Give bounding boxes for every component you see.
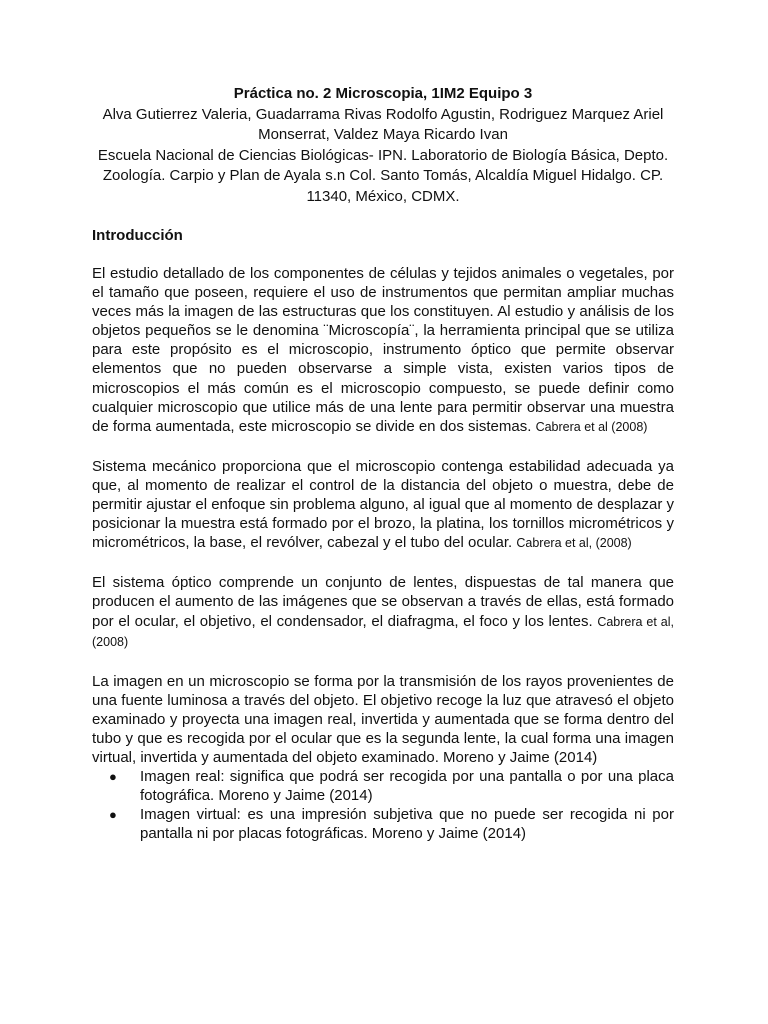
paragraph-text: El estudio detallado de los componentes de células y tejidos animales o vegetales, por el tamaño que poseen, requiere el uso de instrumentos que permitan ampliar muchas veces más la imagen de las estructuras que los constituyen. Al estudio y análisis de los objetos pequeños se le denomina ¨Microscopía¨, la herramienta principal que se utiliza para este propósito es el microscopio, instrumento óptico que permite observar elementos que no pueden observarse a simple vista, existen varios tipos de microscopios el más común es el microscopio compuesto, se puede definir como cualquier microscopio que utilice más de una lente para permitir observar una muestra de forma aumentada, este microscopio se divide en dos sistemas. [92,265,674,435]
section-heading-introduccion: Introducción [92,227,183,244]
paragraph-citation: Cabrera et al, (2008) [516,536,632,551]
paragraph-citation: Cabrera et al (2008) [535,419,648,434]
bullet-icon: ● [109,769,117,785]
author-list: Alva Gutierrez Valeria, Guadarrama Rivas Rodolfo Agustin, Rodriguez Marquez Ariel Monserrat, Valdez Maya Ricardo Ivan [102,105,664,143]
document-title: Práctica no. 2 Microscopia, 1IM2 Equipo 3 [233,85,533,102]
paragraph-text: Sistema mecánico proporciona que el microscopio contenga estabilidad adecuada ya que, al momento de realizar el control de la distancia del objeto o muestra, debe de permitir ajustar el enfoque sin problema alguno, al igual que al momento de desplazar y posicionar la muestra está formado por el brozo, la platina, los tornillos micrométricos y micrométricos, la base, el revólver, cabezal y el tubo del ocular. [92,457,675,552]
paragraph-text: La imagen en un microscopio se forma por la transmisión de los rayos provenientes de una fuente luminosa a través del objeto. El objetivo recoge la luz que atravesó el objeto examinado y proyecta una imagen real, invertida y aumentada que se forma dentro del tubo y que es recogida por el ocular que es la segunda lente, la cual forma una imagen virtual, invertida y aumentada del objeto examinado. Moreno y Jaime (2014) [92,672,674,767]
list-item [109,767,674,805]
paragraph [92,457,674,553]
bullet-list [92,767,674,843]
document-header [92,84,674,207]
paragraph [92,672,674,767]
list-item [109,805,674,843]
paragraph [92,264,674,437]
paragraph-citation: Cabrera et al,(2008) [92,614,674,649]
paragraph-text: El sistema óptico comprende un conjunto de lentes, dispuestas de tal manera que producen el aumento de las imágenes que se observan a través de ellas, está formado por el ocular, el objetivo, el condensador, el diafragma, el foco y los lentes. [92,574,674,630]
affiliation: Escuela Nacional de Ciencias Biológicas- IPN. Laboratorio de Biología Básica, Depto. Zoología. Carpio y Plan de Ayala s.n Col. Santo Tomás, Alcaldía Miguel Hidalgo. CP. 11340, México, CDMX. [97,146,669,205]
paragraph [92,573,674,651]
list-item-text: Imagen real: significa que podrá ser recogida por una pantalla o por una placa fotográfica. Moreno y Jaime (2014) [140,768,674,805]
list-item-text: Imagen virtual: es una impresión subjetiva que no puede ser recogida ni por pantalla ni por placas fotográficas. Moreno y Jaime (2014) [140,806,674,843]
bullet-icon: ● [109,807,117,823]
